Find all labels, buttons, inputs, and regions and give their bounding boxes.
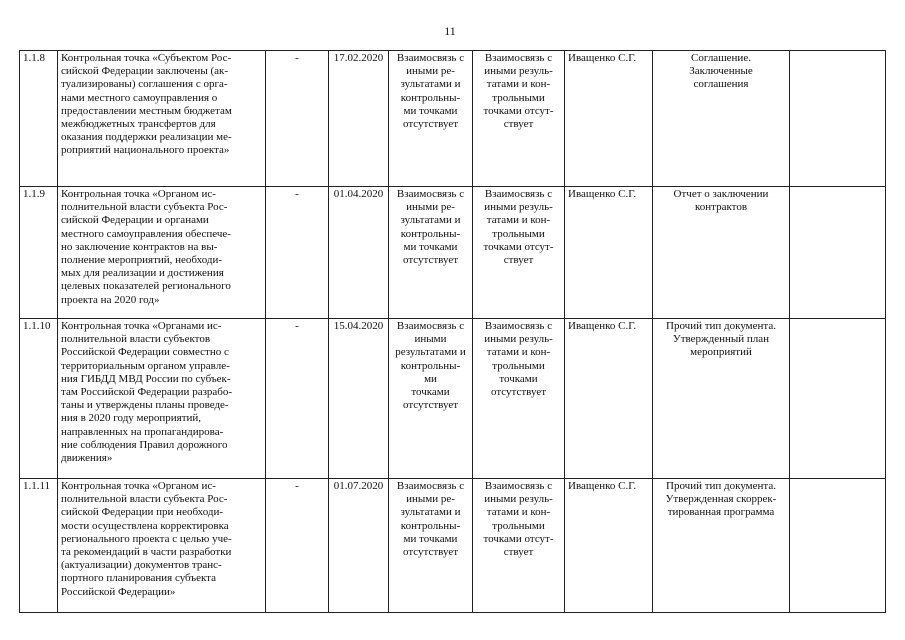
row-number: 1.1.9 xyxy=(20,187,58,319)
responsible-cell: Иващенко С.Г. xyxy=(565,319,653,479)
control-points-table xyxy=(19,50,886,613)
relation-results-cell: Взаимосвязь с иными резуль- татами и кон- трольными точками отсут- ствует xyxy=(473,479,565,613)
table-row xyxy=(20,479,886,613)
date-cell: 01.04.2020 xyxy=(329,187,389,319)
responsible-cell: Иващенко С.Г. xyxy=(565,479,653,613)
extra-cell xyxy=(790,187,886,319)
control-point-description: Контрольная точка «Органом ис- полнительной власти субъекта Рос- сийской Федерации при необходи- мости осуществлена корректировка регионального проекта с целью уче- та рекомендаций в части разработки (актуализации) документов транс- портного планирования субъекта Российской Федерации» xyxy=(58,479,266,613)
extra-cell xyxy=(790,51,886,187)
date-cell: 01.07.2020 xyxy=(329,479,389,613)
control-point-description: Контрольная точка «Органом ис- полнительной власти субъекта Рос- сийской Федерации и органами местного самоуправления обеспече- но заключение контрактов на вы- полнение мероприятий, необходи- мых для реализации и достижения целевых показателей регионального проекта на 2020 год» xyxy=(58,187,266,319)
date-cell: 17.02.2020 xyxy=(329,51,389,187)
document-cell: Соглашение. Заключенные соглашения xyxy=(653,51,790,187)
table-row xyxy=(20,51,886,187)
relation-results-cell: Взаимосвязь с иными резуль- татами и кон- трольными точками отсут- ствует xyxy=(473,51,565,187)
table-row xyxy=(20,319,886,479)
row-number: 1.1.11 xyxy=(20,479,58,613)
document-cell: Отчет о заключении контрактов xyxy=(653,187,790,319)
relation-cell: Взаимосвязь с иными ре- зультатами и контрольны- ми точками отсутствует xyxy=(389,187,473,319)
row-number: 1.1.8 xyxy=(20,51,58,187)
relation-cell: Взаимосвязь с иными ре- зультатами и контрольны- ми точками отсутствует xyxy=(389,51,473,187)
dash-cell: - xyxy=(266,479,329,613)
responsible-cell: Иващенко С.Г. xyxy=(565,51,653,187)
extra-cell xyxy=(790,479,886,613)
dash-cell: - xyxy=(266,51,329,187)
dash-cell: - xyxy=(266,187,329,319)
dash-cell: - xyxy=(266,319,329,479)
relation-cell: Взаимосвязь с иными ре- зультатами и контрольны- ми точками отсутствует xyxy=(389,479,473,613)
document-cell: Прочий тип документа. Утвержденная скоррек- тированная программа xyxy=(653,479,790,613)
relation-results-cell: Взаимосвязь с иными резуль- татами и кон- трольными точками отсут- ствует xyxy=(473,187,565,319)
responsible-cell: Иващенко С.Г. xyxy=(565,187,653,319)
row-number: 1.1.10 xyxy=(20,319,58,479)
date-cell: 15.04.2020 xyxy=(329,319,389,479)
relation-cell: Взаимосвязь с иными результатами и контрольны- ми точками отсутствует xyxy=(389,319,473,479)
page-number: 11 xyxy=(444,24,456,38)
control-point-description: Контрольная точка «Субъектом Рос- сийской Федерации заключены (ак- туализированы) соглашения с орга- нами местного самоуправления о предоставлении местным бюджетам межбюджетных трансфертов для оказания поддержки реализации ме- роприятий национального проекта» xyxy=(58,51,266,187)
table-row xyxy=(20,187,886,319)
document-cell: Прочий тип документа. Утвержденный план мероприятий xyxy=(653,319,790,479)
extra-cell xyxy=(790,319,886,479)
relation-results-cell: Взаимосвязь с иными резуль- татами и кон- трольными точками отсутствует xyxy=(473,319,565,479)
control-point-description: Контрольная точка «Органами ис- полнительной власти субъектов Российской Федерации совместно с территориальным органом управле- ния ГИБДД МВД России по субъек- там Российской Федерации разрабо- таны и утверждены планы проведе- ния в 2020 году мероприятий, направленных на пропагандирова- ние соблюдения Правил дорожного движения» xyxy=(58,319,266,479)
